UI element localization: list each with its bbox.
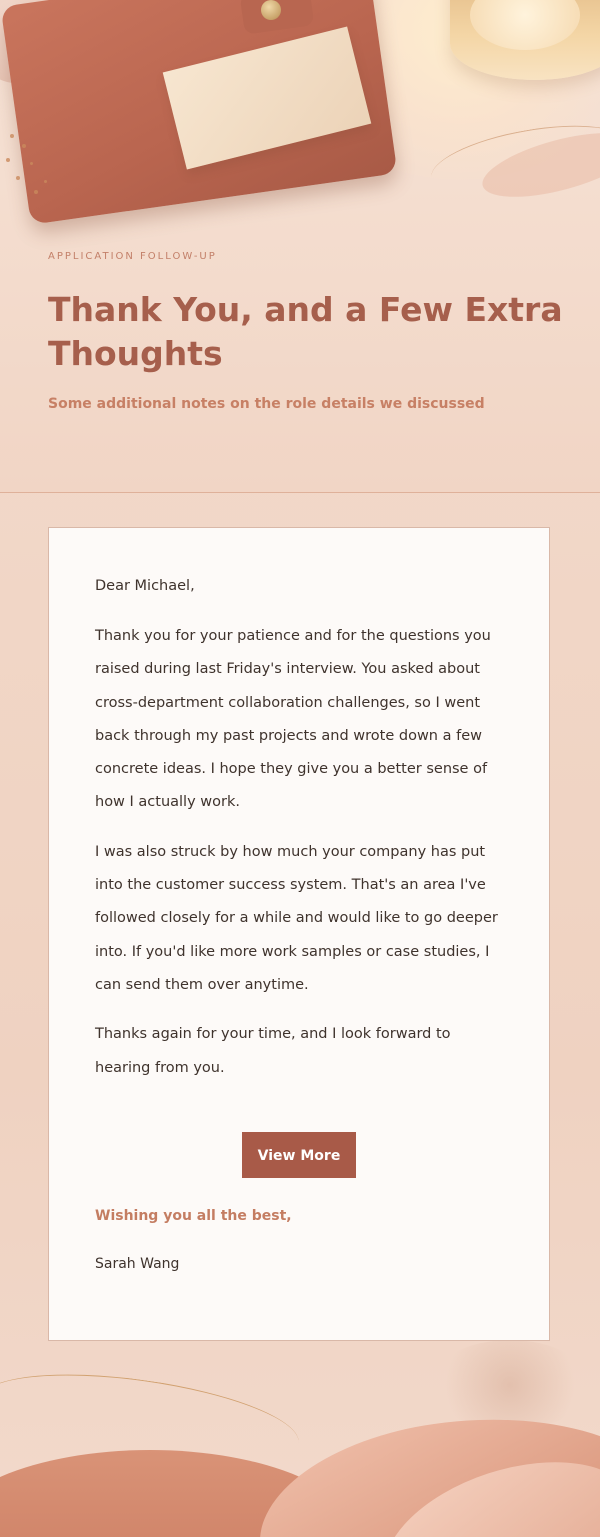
- notebook-snap-button: [261, 0, 281, 20]
- letter-card: [48, 527, 550, 1341]
- button-container: [49, 1132, 549, 1178]
- letter-paragraph: Thanks again for your time, and I look forward to hearing from you.: [95, 1026, 451, 1076]
- page-title: Thank You, and a Few Extra Thoughts: [48, 290, 563, 373]
- letter-paragraph: Thank you for your patience and for the questions you raised during last Friday's interview. You asked about cross-department collaboration challenges, so I went back through my past projects and wrote down a few concrete ideas. I hope they give you a better sense of how I actually work.: [95, 628, 491, 811]
- letter-body: [95, 568, 507, 1101]
- letter-signature: Sarah Wang: [95, 1256, 180, 1272]
- eyebrow-label: APPLICATION FOLLOW-UP: [48, 251, 217, 262]
- header-divider: [0, 492, 600, 493]
- hero-illustration: [0, 0, 600, 492]
- gold-speckles-decoration: [4, 130, 64, 200]
- leaf-shadow-decoration: [430, 1340, 590, 1430]
- letter-greeting: Dear Michael,: [95, 578, 195, 594]
- page-subtitle: Some additional notes on the role details we discussed: [48, 396, 485, 412]
- view-more-button[interactable]: View More: [242, 1132, 356, 1178]
- letter-paragraph: I was also struck by how much your company has put into the customer success system. That's an area I've followed closely for a while and would like to go deeper into. If you'd like more work samples or case studies, I can send them over anytime.: [95, 843, 498, 993]
- letter-closing: Wishing you all the best,: [95, 1208, 292, 1224]
